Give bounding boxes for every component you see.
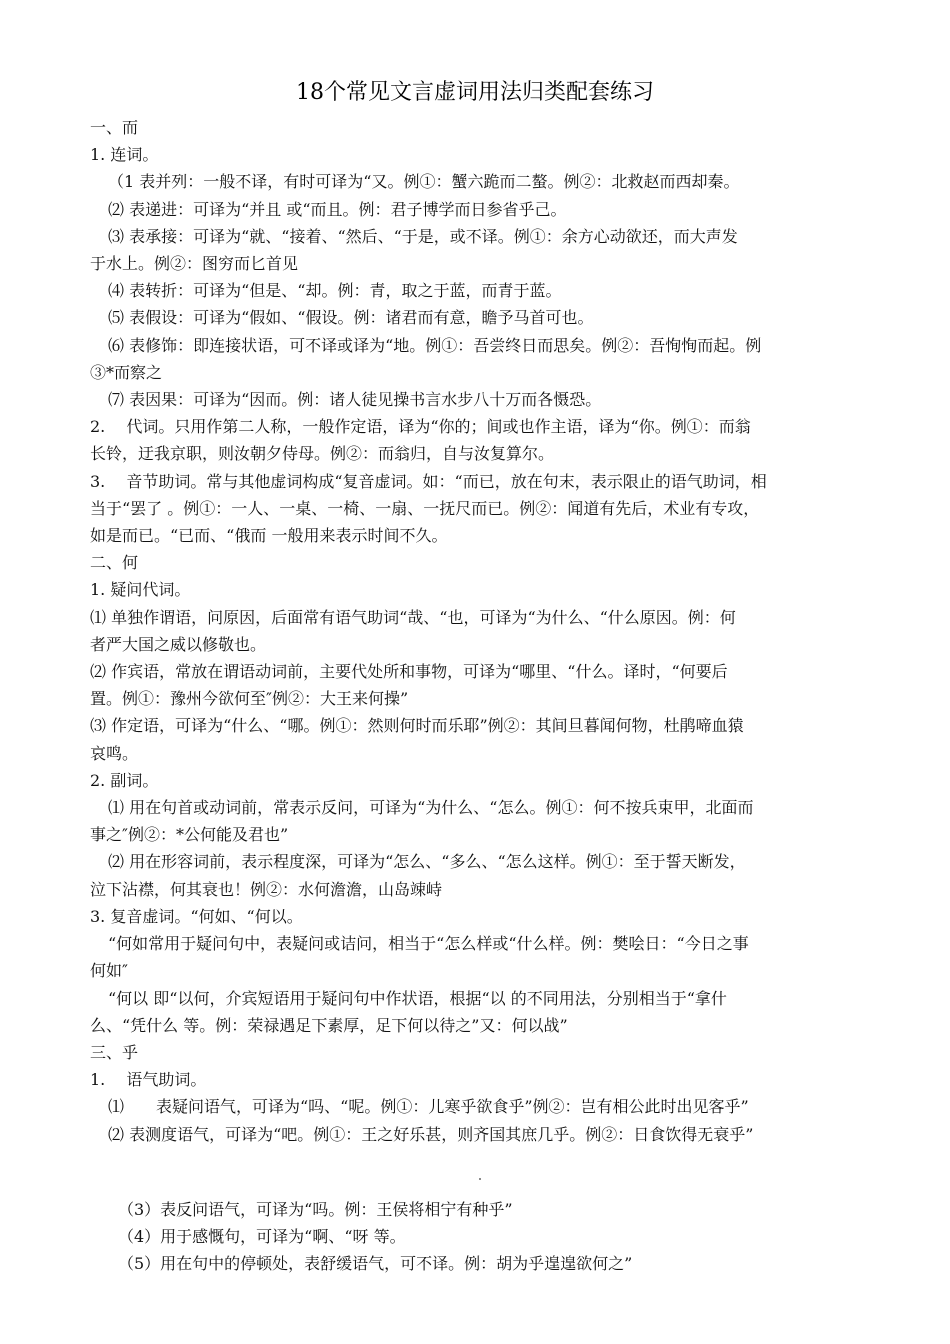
sub-heading: 1. 语气助词。 — [90, 1070, 207, 1090]
text-line: ⑹ 表修饰：即连接状语，可不译或译为“地。例①：吾尝终日而思矣。例②：吾恂恂而起。例 — [108, 335, 762, 355]
text-line: 如是而已。“已而、“俄而 一般用来表示时间不久。 — [90, 526, 448, 546]
text-line: 2. 代词。只用作第二人称，一般作定语，译为“你的；间或也作主语，译为“你。例①：而翁 — [90, 417, 751, 437]
text-line: ⑵ 作宾语，常放在谓语动词前，主要代处所和事物，可译为“哪里、“什么。译时，“何要后 — [90, 662, 728, 682]
text-line: ⑵ 用在形容词前，表示程度深，可译为“怎么、“多么、“怎么这样。例①：至于誓天断发， — [108, 852, 746, 872]
continued-body — [118, 1196, 878, 1278]
document-body — [90, 114, 870, 1148]
section-heading: 三、乎 — [90, 1042, 139, 1062]
text-line: “何以 即“以何，介宾短语用于疑问句中作状语，根据“以 的不同用法，分别相当于“拿什 — [108, 988, 727, 1008]
text-line: （3）表反问语气，可译为“吗。例：王侯将相宁有种乎” — [118, 1200, 513, 1219]
text-line: 者严大国之威以修敬也。 — [90, 634, 267, 654]
text-line: （5）用在句中的停顿处，表舒缓语气，可不译。例：胡为乎遑遑欲何之” — [118, 1254, 633, 1274]
text-line: 于水上。例②：图穷而匕首见 — [90, 254, 299, 274]
text-line: 置。例①：豫州今欲何至″例②：大王来何操” — [90, 689, 409, 709]
text-line: ⑸ 表假设：可译为“假如、“假设。例：诸君而有意，瞻予马首可也。 — [108, 308, 594, 328]
text-line: ⑶ 作定语，可译为“什么、“哪。例①：然则何时而乐耶”例②：其间旦暮闻何物，杜鹃啼血猿 — [90, 716, 744, 736]
text-line: 当于“罢了 。例①：一人、一桌、一椅、一扇、一抚尺而已。例②：闻道有先后，术业有专攻， — [90, 498, 760, 518]
section-heading: 二、何 — [90, 553, 139, 573]
text-line: 3. 音节助词。常与其他虚词构成“复音虚词。如：“而已，放在句末，表示限止的语气助词，相 — [90, 471, 767, 491]
text-line: ⑺ 表因果：可译为“因而。例：诸人徒见操书言水步八十万而各慑恐。 — [108, 390, 602, 410]
text-line: （4）用于感慨句，可译为“啊、“呀 等。 — [118, 1227, 406, 1247]
text-line: “何如常用于疑问句中，表疑问或诘问，相当于“怎么样或“什么样。例：樊哙日：“今日之事 — [108, 934, 749, 954]
text-line: ⑴ 用在句首或动词前，常表示反问，可译为“为什么、“怎么。例①：何不按兵束甲，北面而 — [108, 798, 754, 818]
text-line: ③*而察之 — [90, 362, 163, 382]
sub-heading: 1. 疑问代词。 — [90, 580, 191, 600]
text-line: 何如″ — [90, 961, 128, 981]
text-line: ⑶ 表承接：可译为“就、“接着、“然后、“于是，或不译。例①：余方心动欲还，而大声发 — [108, 226, 738, 246]
text-line: 长铃，迂我京职，则汝朝夕侍母。例②：而翁归，自与汝复算尔。 — [90, 444, 555, 464]
sub-heading: 3. 复音虚词。“何如、“何以。 — [90, 906, 303, 926]
sub-heading: 2. 副词。 — [90, 770, 159, 790]
text-line: ⑷ 表转折：可译为“但是、“却。例：青，取之于蓝，而青于蓝。 — [108, 281, 562, 301]
text-line: ⑴ 表疑问语气，可译为“吗、“呢。例①：儿寒乎欲食乎”例②：岂有相公此时出见客乎” — [108, 1097, 749, 1117]
sub-heading: 1. 连词。 — [90, 145, 159, 165]
text-line: ⑵ 表测度语气，可译为“吧。例①：王之好乐甚，则齐国其庶几乎。例②：日食饮得无衰乎” — [108, 1124, 754, 1144]
text-line: 哀鸣。 — [90, 743, 139, 763]
text-line: ⑴ 单独作谓语，问原因，后面常有语气助词“哉、“也，可译为“为什么、“什么原因。例：何 — [90, 607, 736, 627]
page-break-dot — [479, 1178, 481, 1180]
text-line: 泣下沾襟，何其衰也！例②：水何澹澹，山岛竦峙 — [90, 879, 443, 899]
text-line: 么、“凭什么 等。例：荣禄遇足下素厚，足下何以待之”又：何以战” — [90, 1015, 568, 1035]
document-title: 18个常见文言虚词用法归类配套练习 — [296, 80, 654, 105]
text-line: 事之″例②：*公何能及君也” — [90, 825, 289, 845]
text-line: （1 表并列：一般不译，有时可译为“又。例①：蟹六跪而二螯。例②：北救赵而西却秦。 — [108, 172, 740, 192]
section-heading: 一、而 — [90, 118, 139, 137]
text-line: ⑵ 表递进：可译为“并且 或“而且。例：君子博学而日参省乎己。 — [108, 199, 567, 219]
